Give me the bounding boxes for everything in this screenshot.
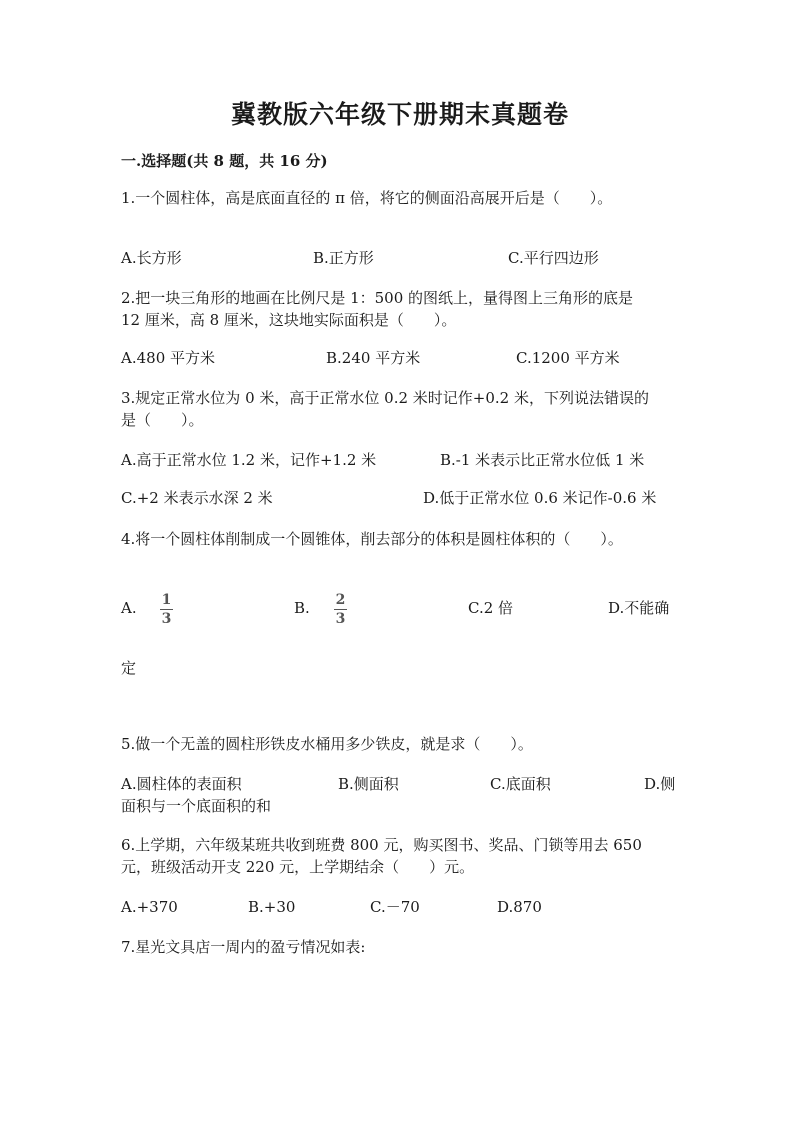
fraction-denominator: 3 (335, 611, 346, 627)
question-3-stem-line2: 是（ ）。 (121, 411, 204, 429)
q2-option-a: A.480 平方米 (121, 349, 215, 367)
q3-option-a: A.高于正常水位 1.2 米，记作+1.2 米 (121, 451, 377, 469)
question-2-stem-line2: 12 厘米，高 8 厘米，这块地实际面积是（ ）。 (121, 311, 457, 329)
fraction-denominator: 3 (161, 611, 172, 627)
q2-option-c: C.1200 平方米 (516, 349, 620, 367)
question-6-stem-line2: 元，班级活动开支 220 元，上学期结余（ ）元。 (121, 858, 475, 876)
q4-option-d: D.不能确 (608, 599, 670, 617)
q4-option-b-label: B. (294, 599, 310, 617)
page-title: 冀教版六年级下册期末真题卷 (230, 100, 569, 129)
question-7-stem: 7.星光文具店一周内的盈亏情况如表: (121, 938, 366, 956)
q4-option-d-continued: 定 (121, 659, 137, 677)
q6-option-b: B.+30 (248, 898, 296, 916)
q4-option-a-label: A. (121, 599, 137, 617)
q5-option-b: B.侧面积 (338, 775, 399, 793)
q6-option-a: A.+370 (121, 898, 178, 916)
q3-option-c: C.+2 米表示水深 2 米 (121, 489, 273, 507)
fraction-numerator: 1 (161, 592, 172, 608)
q4-option-c: C.2 倍 (468, 599, 514, 617)
q3-option-b: B.-1 米表示比正常水位低 1 米 (440, 451, 645, 469)
question-2-stem-line1: 2.把一块三角形的地画在比例尺是 1：500 的图纸上，量得图上三角形的底是 (121, 289, 634, 307)
question-6-stem-line1: 6.上学期，六年级某班共收到班费 800 元，购买图书、奖品、门锁等用去 650 (121, 836, 642, 854)
q1-option-b: B.正方形 (313, 249, 374, 267)
q6-option-d: D.870 (497, 898, 542, 916)
section-heading: 一.选择题(共 8 题，共 16 分) (121, 152, 328, 170)
q6-option-c: C.－70 (370, 898, 420, 916)
q3-option-d: D.低于正常水位 0.6 米记作-0.6 米 (423, 489, 657, 507)
q5-option-a: A.圆柱体的表面积 (121, 775, 242, 793)
question-1-stem: 1.一个圆柱体，高是底面直径的 π 倍，将它的侧面沿高展开后是（ ）。 (121, 189, 613, 207)
q5-option-c: C.底面积 (490, 775, 551, 793)
q1-option-a: A.长方形 (121, 249, 182, 267)
q4-option-a-fraction (160, 592, 173, 627)
q2-option-b: B.240 平方米 (326, 349, 421, 367)
q5-option-d-continued: 面积与一个底面积的和 (121, 797, 272, 815)
question-3-stem-line1: 3.规定正常水位为 0 米，高于正常水位 0.2 米时记作+0.2 米，下列说法错误的 (121, 389, 649, 407)
question-5-stem: 5.做一个无盖的圆柱形铁皮水桶用多少铁皮，就是求（ ）。 (121, 735, 533, 753)
fraction-numerator: 2 (335, 592, 346, 608)
q5-option-d: D.侧 (644, 775, 676, 793)
q1-option-c: C.平行四边形 (508, 249, 599, 267)
q4-option-b-fraction (334, 592, 347, 627)
fraction-bar (160, 609, 173, 610)
question-4-stem: 4.将一个圆柱体削制成一个圆锥体，削去部分的体积是圆柱体积的（ ）。 (121, 530, 623, 548)
fraction-bar (334, 609, 347, 610)
